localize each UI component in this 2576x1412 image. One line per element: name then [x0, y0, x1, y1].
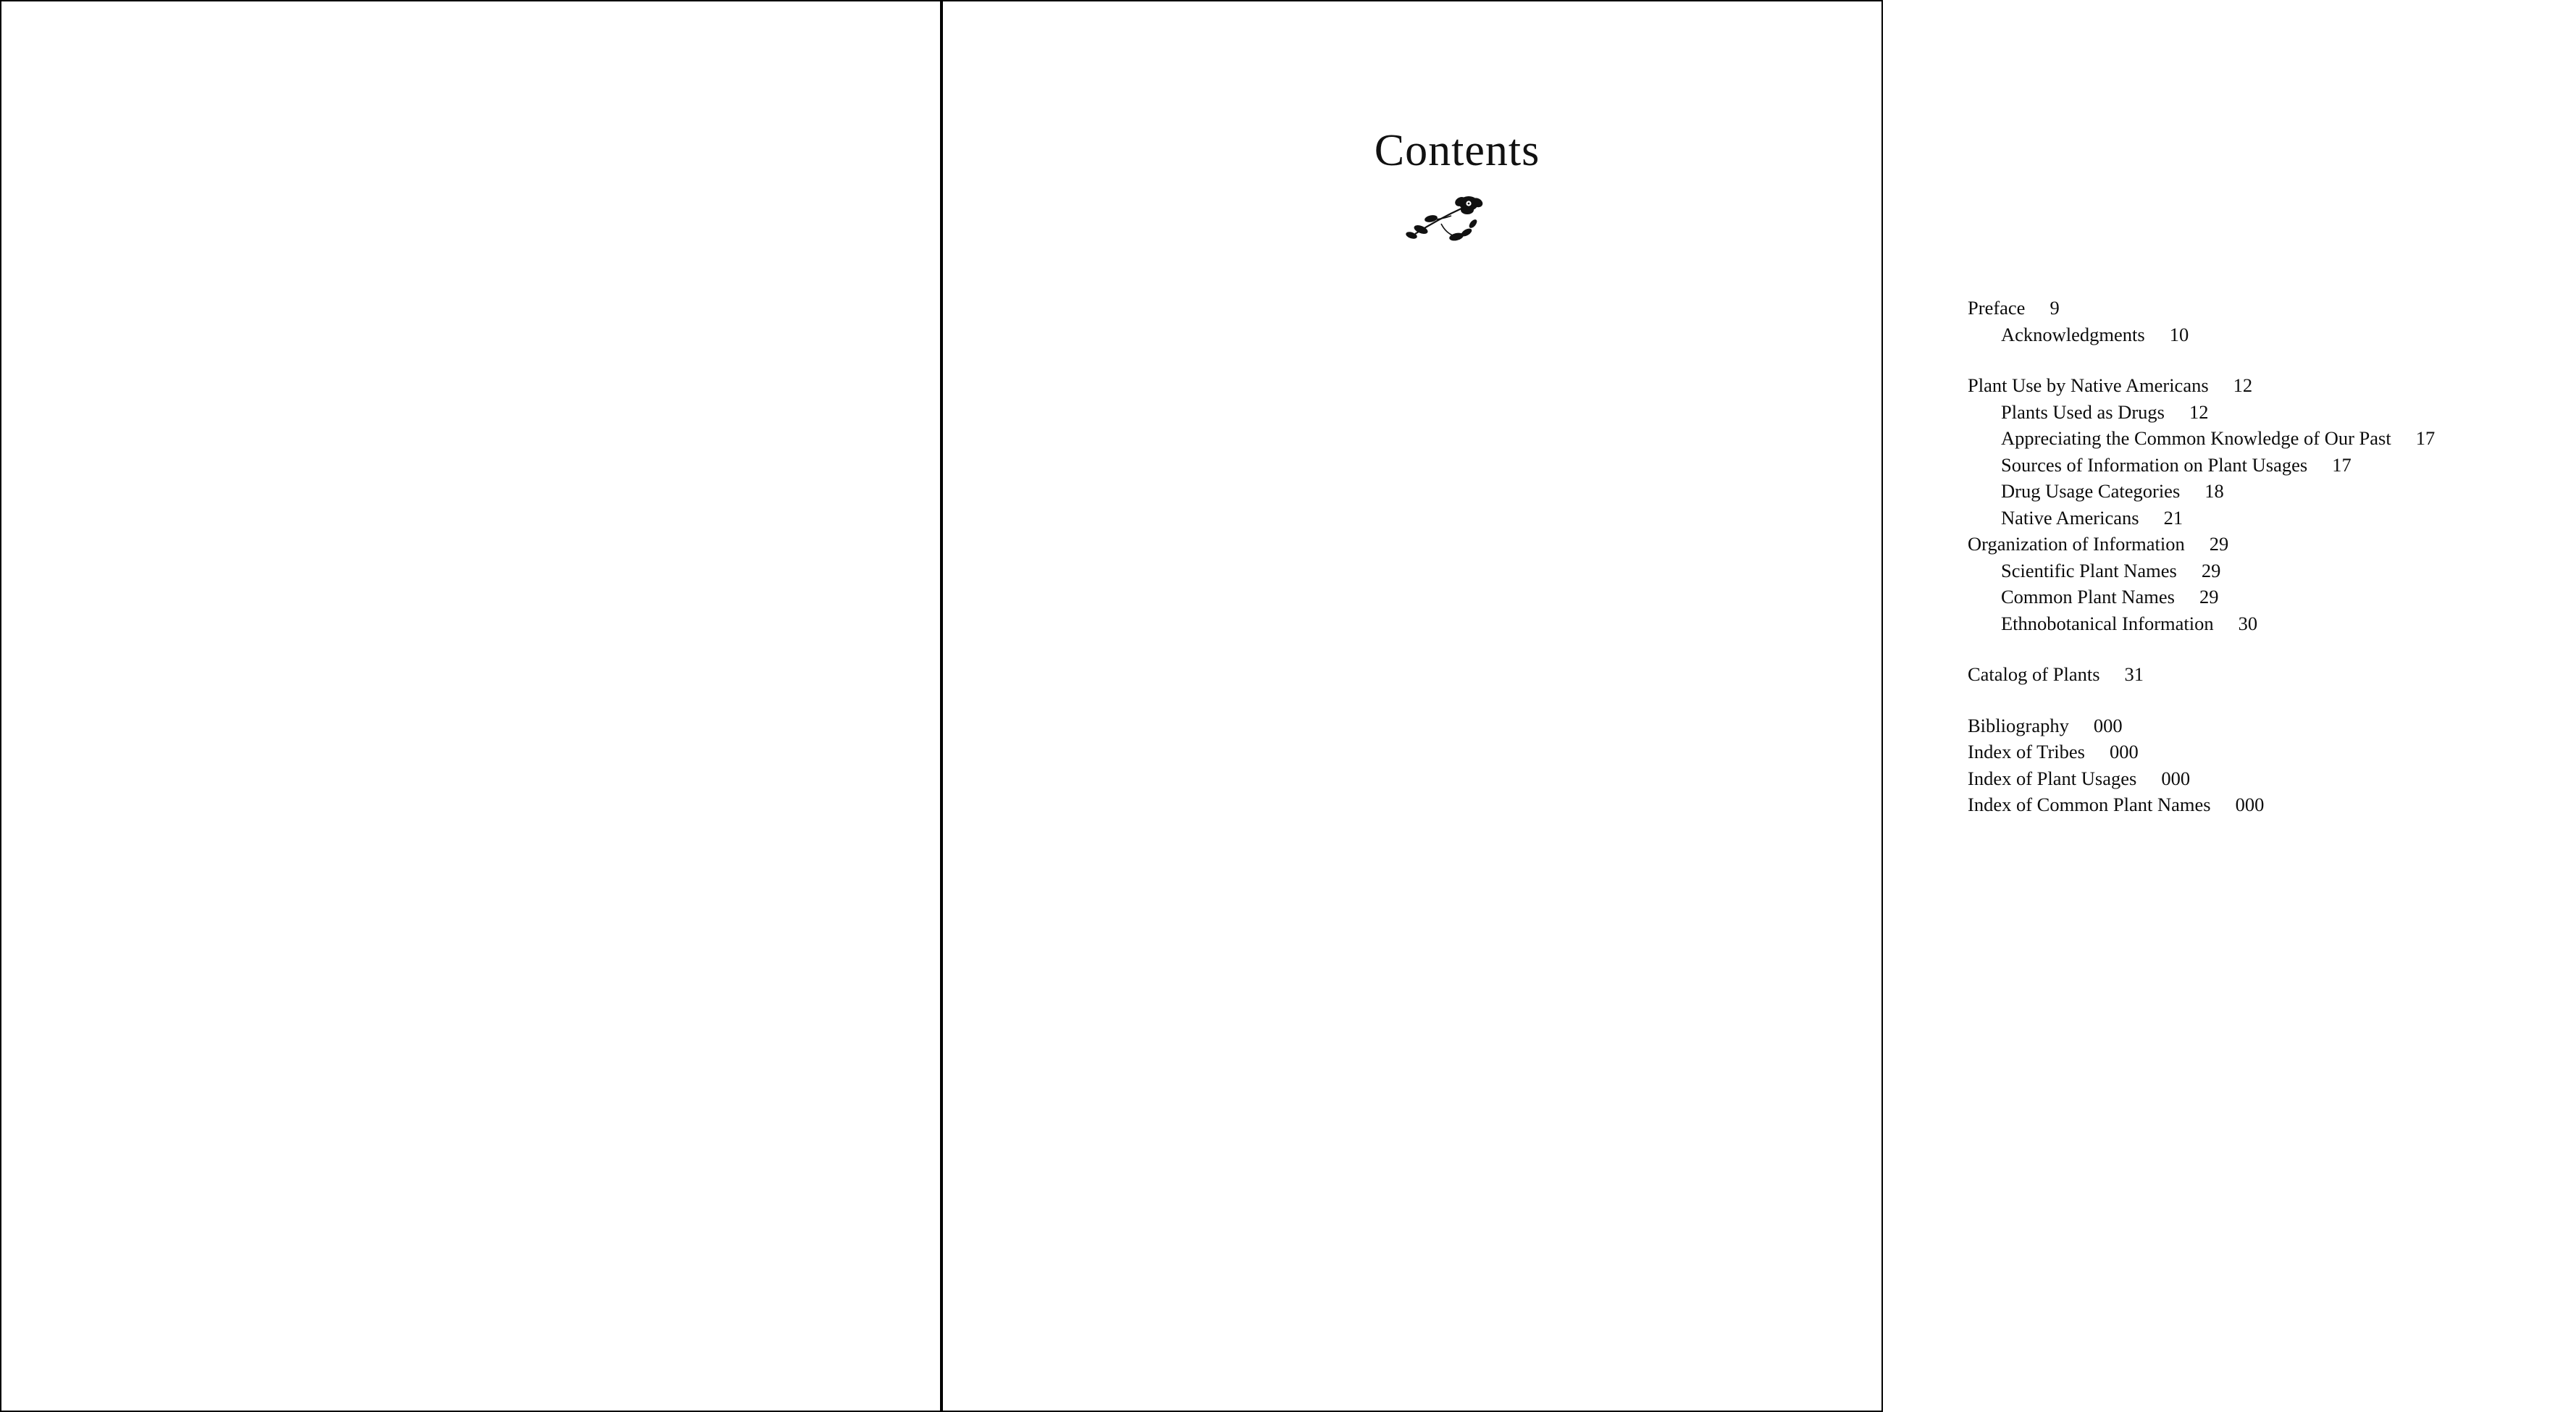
toc-entry-index-of-tribes[interactable]	[1968, 739, 2576, 765]
toc-entry-bibliography[interactable]	[1968, 713, 2576, 739]
toc-entry-plants-used-as-drugs[interactable]	[1968, 399, 2576, 426]
toc-entry-page: 21	[2163, 506, 2183, 529]
toc-entry-page: 9	[2050, 297, 2060, 319]
right-page-contents	[941, 0, 2436, 1412]
toc-entry-label: Bibliography	[1968, 714, 2069, 736]
toc-entry-label: Common Plant Names	[2001, 586, 2175, 608]
toc-entry-catalog-of-plants[interactable]	[1968, 661, 2576, 688]
toc-entry-index-of-plant-usages[interactable]	[1968, 765, 2576, 792]
toc-entry-page: 000	[2235, 794, 2265, 815]
toc-entry-scientific-plant-names[interactable]	[1968, 558, 2576, 584]
toc-entry-label: Index of Plant Usages	[1968, 767, 2137, 789]
toc-entry-page: 29	[2201, 559, 2221, 581]
toc-entry-ethnobotanical-information[interactable]	[1968, 610, 2576, 637]
toc-entry-sources-of-information-on-plant-usages[interactable]	[1968, 452, 2576, 479]
toc-entry-label: Preface	[1968, 297, 2026, 319]
toc-entry-page: 12	[2233, 374, 2253, 396]
toc-entry-label: Plants Used as Drugs	[2001, 400, 2165, 423]
toc-entry-page: 18	[2204, 480, 2224, 502]
page-title: Contents	[1374, 126, 1540, 175]
toc-group	[1968, 661, 2576, 688]
toc-entry-page: 000	[2161, 767, 2191, 789]
toc-group	[1968, 713, 2576, 818]
toc-entry-native-americans[interactable]	[1968, 505, 2576, 531]
toc-entry-acknowledgments[interactable]	[1968, 322, 2576, 348]
toc-entry-page: 29	[2199, 586, 2219, 608]
toc-group	[1968, 372, 2576, 636]
toc-entry-label: Scientific Plant Names	[2001, 559, 2177, 581]
table-of-contents	[1968, 295, 2576, 818]
toc-entry-page: 12	[2189, 400, 2209, 423]
toc-entry-preface[interactable]	[1968, 295, 2576, 322]
toc-entry-label: Plant Use by Native Americans	[1968, 374, 2209, 396]
toc-entry-page: 000	[2109, 741, 2139, 762]
toc-entry-label: Native Americans	[2001, 506, 2139, 529]
floral-sprig-ornament	[1030, 186, 1884, 248]
toc-entry-organization-of-information[interactable]	[1968, 531, 2576, 558]
toc-entry-index-of-common-plant-names[interactable]	[1968, 791, 2576, 818]
toc-entry-label: Index of Tribes	[1968, 741, 2085, 762]
toc-entry-page: 29	[2209, 533, 2229, 555]
toc-entry-drug-usage-categories[interactable]	[1968, 478, 2576, 505]
toc-entry-plant-use-by-native-americans[interactable]	[1968, 372, 2576, 399]
toc-entry-common-plant-names[interactable]	[1968, 584, 2576, 610]
toc-entry-label: Sources of Information on Plant Usages	[2001, 453, 2308, 476]
toc-entry-page: 17	[2332, 453, 2351, 476]
toc-entry-page: 000	[2093, 714, 2123, 736]
toc-entry-label: Organization of Information	[1968, 533, 2185, 555]
toc-entry-label: Appreciating the Common Knowledge of Our Past	[2001, 427, 2391, 449]
left-page-blank	[0, 0, 941, 1412]
contents-header	[943, 128, 1884, 248]
toc-entry-page: 17	[2415, 427, 2436, 449]
toc-entry-label: Index of Common Plant Names	[1968, 794, 2211, 815]
toc-entry-page: 30	[2238, 612, 2258, 634]
toc-entry-page: 31	[2124, 663, 2144, 685]
toc-entry-appreciating-the-common-knowledge-of-our-past[interactable]	[1968, 425, 2576, 452]
toc-entry-label: Acknowledgments	[2001, 323, 2145, 345]
toc-entry-page: 10	[2169, 323, 2189, 345]
toc-group	[1968, 295, 2576, 348]
toc-entry-label: Catalog of Plants	[1968, 663, 2100, 685]
toc-entry-label: Ethnobotanical Information	[2001, 612, 2214, 634]
toc-entry-label: Drug Usage Categories	[2001, 480, 2181, 502]
